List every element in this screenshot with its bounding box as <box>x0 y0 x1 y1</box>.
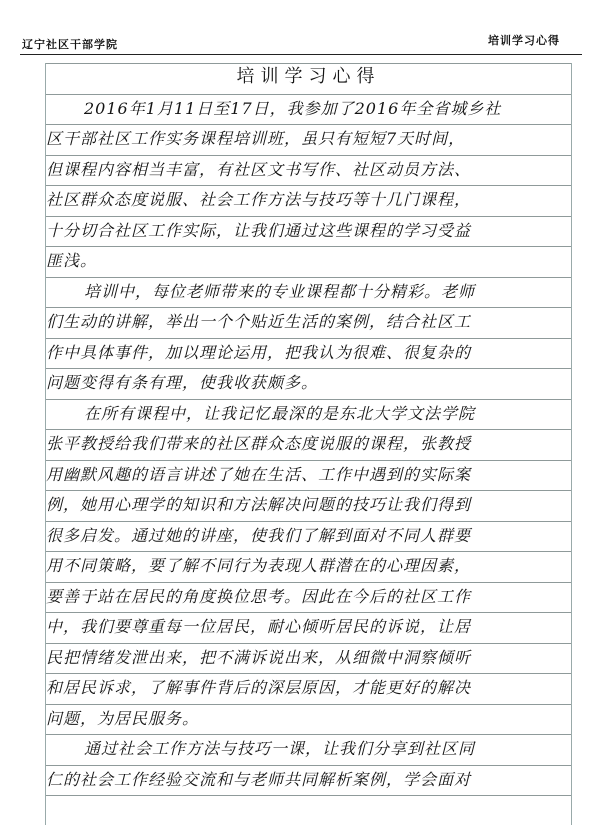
essay-line: 用幽默风趣的语言讲述了她在生活、工作中遇到的实际案 <box>46 465 472 484</box>
essay-line: 问题变得有条有理，使我收获颇多。 <box>46 373 319 392</box>
header-rule <box>20 54 582 55</box>
essay-line: 2016年1月11日至17日，我参加了2016年全省城乡社 <box>84 99 502 118</box>
essay-line: 社区群众态度说服、社会工作方法与技巧等十几门课程， <box>46 190 472 209</box>
essay-line: 民把情绪发泄出来，把不满诉说出来，从细微中洞察倾听 <box>46 648 472 667</box>
ruled-line <box>46 63 571 64</box>
essay-line: 们生动的讲解，举出一个个贴近生活的案例，结合社区工 <box>46 312 472 331</box>
essay-line: 问题，为居民服务。 <box>46 709 200 728</box>
ruled-line <box>46 795 571 796</box>
essay-line: 用不同策略，要了解不同行为表现人群潜在的心理因素， <box>46 556 472 575</box>
essay-line: 和居民诉求，了解事件背后的深层原因，才能更好的解决 <box>46 678 472 697</box>
essay-line: 在所有课程中，让我记忆最深的是东北大学文法学院 <box>84 404 476 423</box>
essay-line: 要善于站在居民的角度换位思考。因此在今后的社区工作 <box>46 587 472 606</box>
essay-line: 作中具体事件，加以理论运用，把我认为很难、很复杂的 <box>46 343 472 362</box>
essay-line: 匪浅。 <box>46 251 98 270</box>
essay-line: 例，她用心理学的知识和方法解决问题的技巧让我们得到 <box>46 495 472 514</box>
essay-line: 培训中，每位老师带来的专业课程都十分精彩。老师 <box>84 282 476 301</box>
institution-name: 辽宁社区干部学院 <box>22 38 118 51</box>
essay-line: 通过社会工作方法与技巧一课，让我们分享到社区同 <box>84 739 476 758</box>
page-header <box>0 0 600 56</box>
essay-title: 培训学习心得 <box>236 66 381 87</box>
essay-line: 仁的社会工作经验交流和与老师共同解析案例，学会面对 <box>46 770 472 789</box>
essay-line: 区干部社区工作实务课程培训班，虽只有短短7天时间， <box>46 129 466 148</box>
lined-paper <box>45 63 572 825</box>
document-type: 培训学习心得 <box>488 34 560 47</box>
essay-line: 很多启发。通过她的讲座，使我们了解到面对不同人群要 <box>46 526 472 545</box>
essay-line: 但课程内容相当丰富，有社区文书写作、社区动员方法、 <box>46 160 472 179</box>
essay-line: 张平教授给我们带来的社区群众态度说服的课程，张教授 <box>46 434 472 453</box>
essay-line: 十分切合社区工作实际，让我们通过这些课程的学习受益 <box>46 221 472 240</box>
essay-line: 中，我们要尊重每一位居民，耐心倾听居民的诉说，让居 <box>46 617 472 636</box>
